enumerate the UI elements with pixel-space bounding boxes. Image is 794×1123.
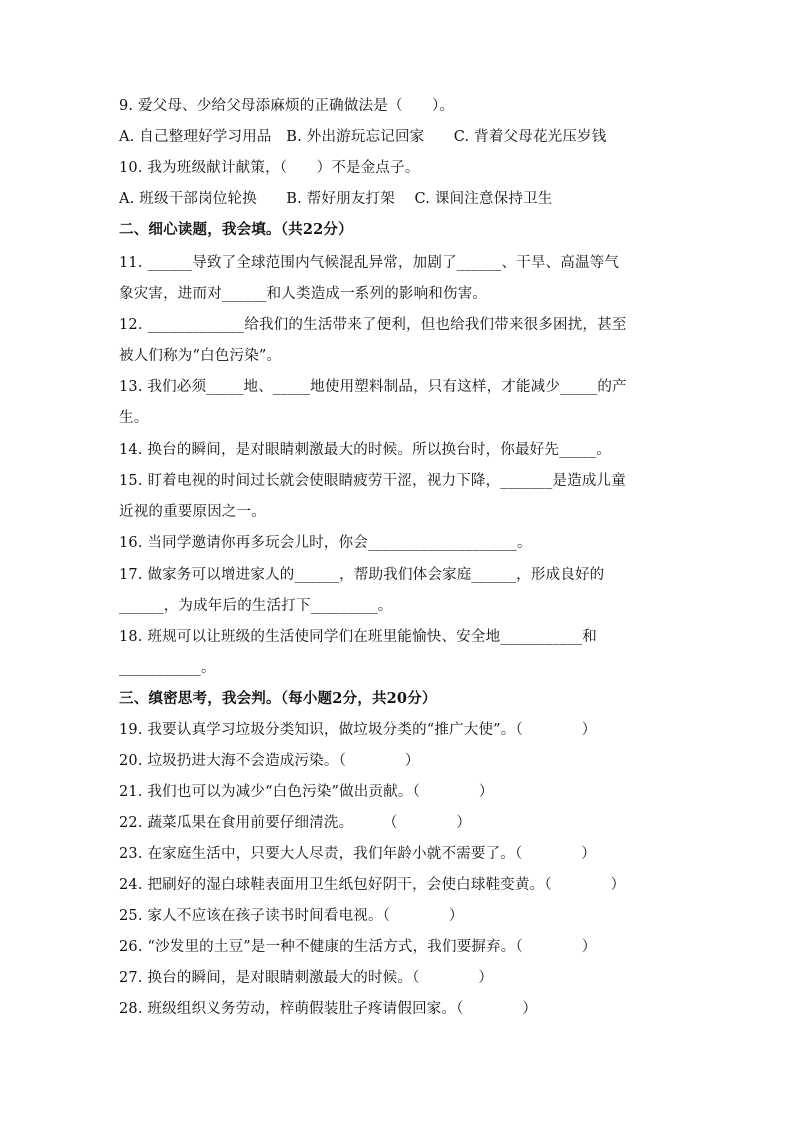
question-16: 16. 当同学邀请你再多玩会儿时，你会____________________。 bbox=[119, 535, 532, 551]
question-15-cont: 近视的重要原因之一。 bbox=[119, 504, 266, 520]
question-14: 14. 换台的瞬间，是对眼睛刺激最大的时候。所以换台时，你最好先_____。 bbox=[119, 442, 612, 458]
question-28: 28. 班级组织义务劳动，梓萌假装肚子疼请假回家。（ ） bbox=[119, 1001, 538, 1017]
question-24: 24. 把刷好的湿白球鞋表面用卫生纸包好阴干，会使白球鞋变黄。（ ） bbox=[119, 877, 626, 893]
question-23: 23. 在家庭生活中，只要大人尽责，我们年龄小就不需要了。（ ） bbox=[119, 846, 596, 862]
question-10: 10. 我为班级献计献策，（ ）不是金点子。 bbox=[119, 160, 420, 176]
question-9: 9. 爱父母、少给父母添麻烦的正确做法是（ ）。 bbox=[119, 98, 455, 114]
question-19: 19. 我要认真学习垃圾分类知识，做垃圾分类的“推广大使”。（ ） bbox=[119, 722, 597, 738]
question-13: 13. 我们必须_____地、_____地使用塑料制品，只有这样，才能减少_____的产 bbox=[119, 379, 627, 395]
question-18-cont: ___________。 bbox=[119, 660, 216, 676]
question-17: 17. 做家务可以增进家人的______，帮助我们体会家庭______，形成良好的 bbox=[119, 567, 605, 583]
question-9-options: A. 自己整理好学习用品 B. 外出游玩忘记回家 C. 背着父母花光压岁钱 bbox=[119, 129, 607, 145]
question-18: 18. 班规可以让班级的生活使同学们在班里能愉快、安全地___________和 bbox=[119, 629, 597, 645]
question-20: 20. 垃圾扔进大海不会造成污染。（ ） bbox=[119, 753, 420, 769]
question-21: 21. 我们也可以为减少“白色污染”做出贡献。（ ） bbox=[119, 784, 494, 800]
question-11-cont: 象灾害，进而对______和人类造成一系列的影响和伤害。 bbox=[119, 286, 488, 302]
question-27: 27. 换台的瞬间，是对眼睛刺激最大的时候。（ ） bbox=[119, 970, 494, 986]
question-12: 12. _____________给我们的生活带来了便利，但也给我们带来很多困扰，甚至 bbox=[119, 317, 627, 333]
question-22: 22. 蔬菜瓜果在食用前要仔细清洗。 （ ） bbox=[119, 815, 472, 831]
question-25: 25. 家人不应该在孩子读书时间看电视。（ ） bbox=[119, 908, 464, 924]
question-11: 11. ______导致了全球范围内气候混乱异常，加剧了______、干旱、高温等气 bbox=[119, 255, 620, 271]
section-2-heading: 二、细心读题，我会填。（共22分） bbox=[119, 221, 353, 238]
section-3-heading: 三、缜密思考，我会判。（每小题2分，共20分） bbox=[119, 690, 437, 707]
question-10-options: A. 班级干部岗位轮换 B. 帮好朋友打架 C. 课间注意保持卫生 bbox=[119, 191, 553, 207]
question-17-cont: ______，为成年后的生活打下_________。 bbox=[119, 598, 393, 614]
question-13-cont: 生。 bbox=[119, 410, 149, 426]
question-15: 15. 盯着电视的时间过长就会使眼睛疲劳干涩，视力下降，_______是造成儿童 bbox=[119, 473, 626, 489]
question-26: 26. “沙发里的土豆”是一种不健康的生活方式，我们要摒弃。（ ） bbox=[119, 939, 597, 955]
question-12-cont: 被人们称为“白色污染”。 bbox=[119, 348, 282, 364]
